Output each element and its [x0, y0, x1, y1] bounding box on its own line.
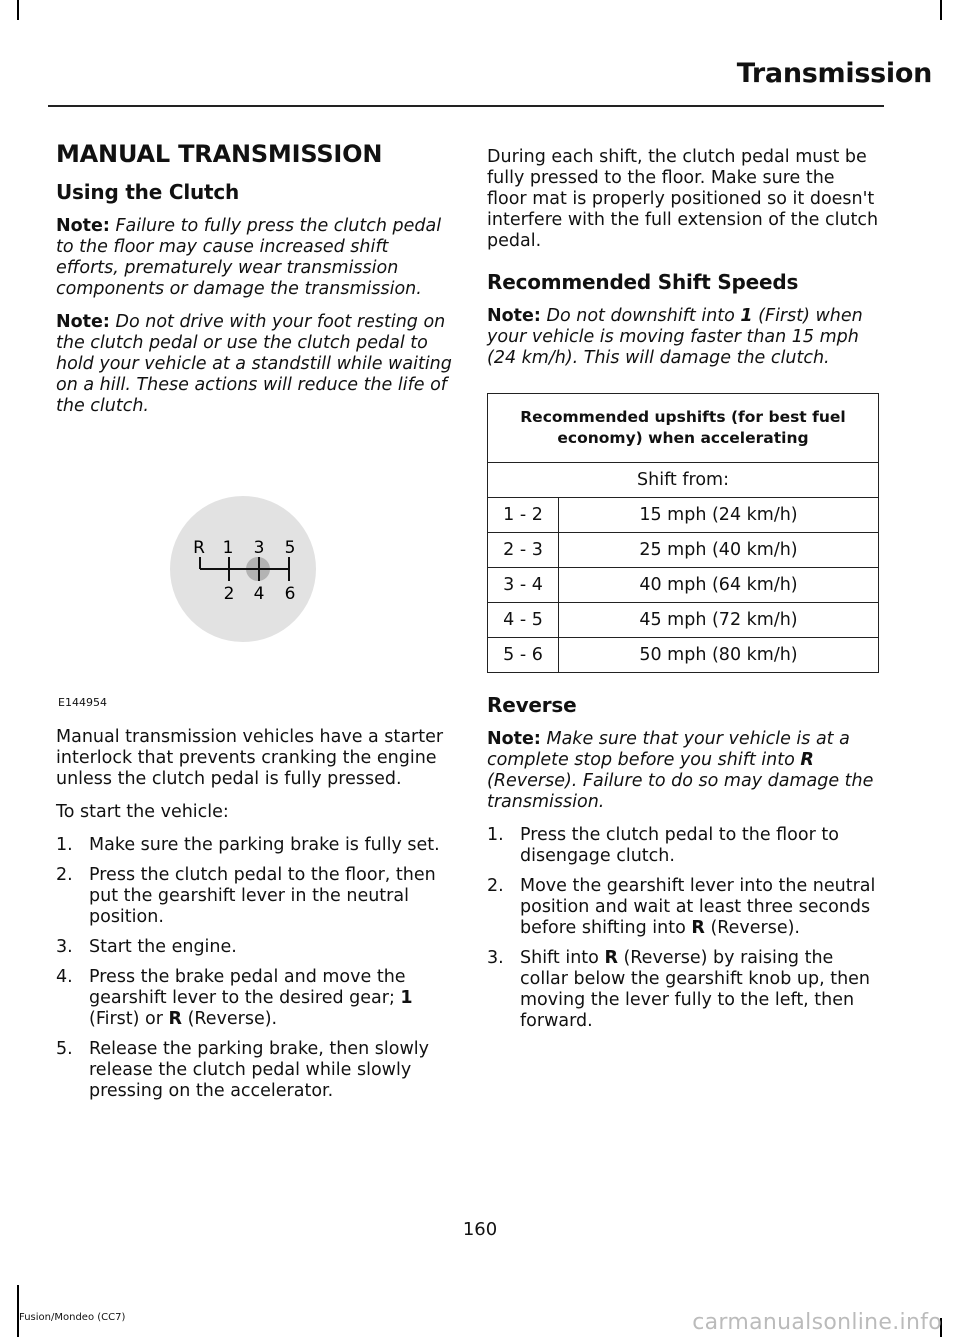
- table-row: [488, 533, 879, 568]
- note-foot-resting: [56, 312, 456, 417]
- note-label: Note:: [487, 306, 541, 326]
- para-clutch-each-shift: During each shift, the clutch pedal must be fully pressed to the floor. Make sure the floor mat is properly positioned so it doesn't interfere with the full extension of the clutch pedal.: [487, 147, 879, 251]
- step-text: (First) or: [89, 1009, 169, 1029]
- start-steps-list: [56, 835, 456, 1102]
- step-number: 5.: [56, 1039, 73, 1059]
- para-to-start: To start the vehicle:: [56, 802, 229, 822]
- gear-reverse: R: [691, 918, 705, 938]
- gear-reverse: R: [168, 1009, 182, 1029]
- shift-range: 4 - 5: [488, 603, 559, 638]
- step-number: 1.: [487, 825, 504, 845]
- note-label: Note:: [56, 216, 110, 236]
- note-text: Make sure that your vehicle is at a complete stop before you shift into: [487, 729, 850, 770]
- reverse-steps-list: [487, 825, 879, 1032]
- table-header-row: [488, 394, 879, 463]
- table-row: [488, 638, 879, 673]
- table-title: Recommended upshifts (for best fuel economy) when accelerating: [488, 394, 879, 463]
- shift-speed: 15 mph (24 km/h): [559, 498, 879, 533]
- table-row: [488, 568, 879, 603]
- note-text: Failure to fully press the clutch pedal to the floor may cause increased shift efforts, prematurely wear transmission components or damage the transmission.: [56, 216, 442, 299]
- note-text: Do not downshift into: [546, 306, 741, 326]
- step-text: Press the brake pedal and move the gearshift lever to the desired gear;: [89, 967, 406, 1008]
- table-row: [488, 603, 879, 638]
- step-text: Start the engine.: [89, 937, 237, 957]
- figure-id: E144954: [58, 696, 107, 709]
- step-text: (Reverse) by raising the collar below the gearshift knob up, then moving the lever fully to the left, then forward.: [520, 948, 871, 1031]
- gear-label-2: 2: [223, 584, 235, 604]
- shift-speeds-table: [487, 393, 879, 673]
- shift-range: 5 - 6: [488, 638, 559, 673]
- table-subheader-row: [488, 463, 879, 498]
- list-item: [56, 967, 456, 1030]
- subheading-shift-speeds: Recommended Shift Speeds: [487, 270, 799, 294]
- shift-speed: 50 mph (80 km/h): [559, 638, 879, 673]
- page-number: 160: [462, 1219, 498, 1240]
- note-text: (Reverse). Failure to do so may damage the transmission.: [487, 771, 874, 812]
- step-text: Make sure the parking brake is fully set.: [89, 835, 440, 855]
- gear-label-r: R: [193, 538, 205, 558]
- list-item: [487, 948, 879, 1032]
- crop-mark-top-left: [17, 0, 19, 20]
- note-downshift: [487, 306, 879, 369]
- right-column: [487, 140, 879, 1041]
- shift-range: 1 - 2: [488, 498, 559, 533]
- step-number: 2.: [56, 865, 73, 885]
- gear-reverse: R: [800, 750, 814, 770]
- step-number: 4.: [56, 967, 73, 987]
- footer-model: Fusion/Mondeo (CC7): [19, 1312, 126, 1323]
- note-reverse: [487, 729, 879, 813]
- gear-label-5: 5: [284, 538, 296, 558]
- shift-speed: 40 mph (64 km/h): [559, 568, 879, 603]
- list-item: [487, 876, 879, 939]
- note-text: Do not drive with your foot resting on the clutch pedal or use the clutch pedal to hold your vehicle at a standstill while waiting on a hill. These actions will reduce the life of the clutch.: [56, 312, 452, 416]
- gear-label-1: 1: [222, 538, 234, 558]
- table-row: [488, 498, 879, 533]
- step-text: Shift into: [520, 948, 605, 968]
- shift-speed: 45 mph (72 km/h): [559, 603, 879, 638]
- step-text: Release the parking brake, then slowly release the clutch pedal while slowly pressing on the accelerator.: [89, 1039, 430, 1101]
- gearshift-pattern-diagram: [56, 429, 446, 711]
- note-label: Note:: [487, 729, 541, 749]
- step-text: (Reverse).: [182, 1009, 278, 1029]
- table-subheader: Shift from:: [488, 463, 879, 498]
- subheading-reverse: Reverse: [487, 693, 577, 717]
- list-item: [487, 825, 879, 867]
- gearshift-pattern-figure: [56, 429, 446, 711]
- step-text: Press the clutch pedal to the floor, then put the gearshift lever in the neutral position.: [89, 865, 436, 927]
- crop-mark-bottom-left: [17, 1285, 19, 1337]
- step-text: Press the clutch pedal to the floor to disengage clutch.: [520, 825, 839, 866]
- step-number: 2.: [487, 876, 504, 896]
- header-divider: [48, 105, 884, 107]
- shift-range: 3 - 4: [488, 568, 559, 603]
- list-item: [56, 1039, 456, 1102]
- gear-reverse: R: [604, 948, 618, 968]
- list-item: [56, 835, 456, 856]
- step-number: 1.: [56, 835, 73, 855]
- gear-first: 1: [740, 306, 753, 326]
- list-item: [56, 865, 456, 928]
- shift-range: 2 - 3: [488, 533, 559, 568]
- step-text: Move the gearshift lever into the neutral position and wait at least three seconds before shifting into: [520, 876, 876, 938]
- step-number: 3.: [56, 937, 73, 957]
- note-text: (First) when your vehicle is moving faster than 15 mph (24 km/h). This will damage the clutch.: [487, 306, 863, 368]
- section-heading: MANUAL TRANSMISSION: [56, 140, 383, 168]
- gear-label-3: 3: [253, 538, 265, 558]
- crop-mark-top-right: [940, 0, 942, 20]
- note-clutch-press: [56, 216, 456, 300]
- left-column: [56, 140, 456, 1111]
- gear-first: 1: [400, 988, 413, 1008]
- gear-label-4: 4: [253, 584, 265, 604]
- subheading-using-clutch: Using the Clutch: [56, 180, 240, 204]
- shift-speed: 25 mph (40 km/h): [559, 533, 879, 568]
- watermark: carmanualsonline.info: [692, 1310, 942, 1335]
- gear-label-6: 6: [284, 584, 296, 604]
- step-number: 3.: [487, 948, 504, 968]
- para-starter-interlock: Manual transmission vehicles have a starter interlock that prevents cranking the engine unless the clutch pedal is fully pressed.: [56, 727, 444, 789]
- note-label: Note:: [56, 312, 110, 332]
- step-text: (Reverse).: [704, 918, 800, 938]
- list-item: [56, 937, 456, 958]
- page-title: Transmission: [736, 58, 932, 89]
